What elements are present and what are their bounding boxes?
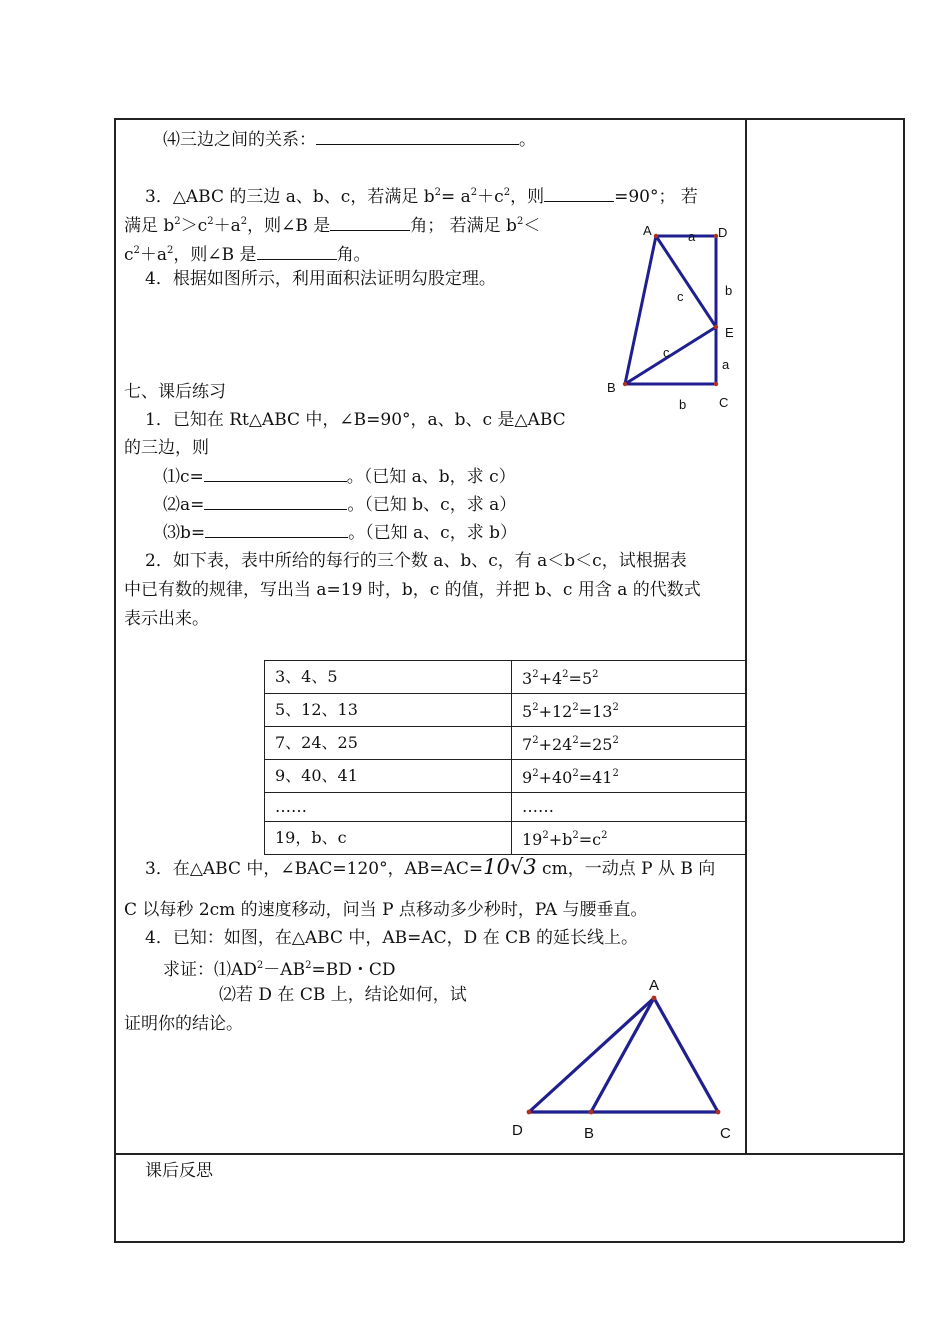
ex1-line-2: 的三边，则 bbox=[124, 438, 209, 458]
q3-text: 3．△ABC 的三边 a、b、c，若满足 b bbox=[145, 187, 435, 207]
triple-cell: 9、40、41 bbox=[265, 760, 512, 793]
answer-blank bbox=[257, 243, 337, 260]
eq-part: 19 bbox=[522, 830, 543, 849]
radical-sign: √ bbox=[509, 855, 524, 879]
ex1-sub-prefix: ⑴c= bbox=[163, 467, 204, 487]
equation-cell bbox=[512, 760, 746, 793]
edge-DA bbox=[529, 998, 654, 1112]
superscript: 2 bbox=[174, 216, 181, 227]
fig1-label-b-right: b bbox=[725, 283, 733, 298]
fig2-label-D: D bbox=[512, 1122, 523, 1139]
ex4-line-3: ⑵若 D 在 CB 上，结论如何，试 bbox=[219, 985, 467, 1005]
q3-line-3 bbox=[124, 240, 371, 266]
q3-text: ＜ bbox=[523, 216, 541, 236]
edge-BE bbox=[625, 327, 716, 384]
superscript: 2 bbox=[572, 830, 579, 841]
q3-text: 角； 若满足 b bbox=[410, 216, 517, 236]
ex4-text: 求证：⑴AD bbox=[163, 960, 257, 980]
ex2-line-1: 2．如下表，表中所给的每行的三个数 a、b、c，有 a＜b＜c，试根据表 bbox=[145, 551, 687, 571]
answer-blank bbox=[544, 185, 614, 202]
q3-text: = a bbox=[441, 187, 471, 207]
superscript: 2 bbox=[572, 702, 579, 713]
table-row bbox=[265, 793, 746, 822]
fig1-label-C: C bbox=[719, 395, 729, 410]
fig1-label-b-bottom: b bbox=[679, 397, 687, 412]
eq-part: 7 bbox=[522, 735, 533, 754]
ex1-line-1: 1．已知在 Rt△ABC 中，∠B=90°，a、b、c 是△ABC bbox=[145, 410, 566, 430]
eq-part: =41 bbox=[578, 768, 613, 787]
triple-cell: 7、24、25 bbox=[265, 727, 512, 760]
q3-text: =90°； 若 bbox=[614, 187, 698, 207]
fig1-label-A: A bbox=[643, 223, 652, 238]
fig1-label-D: D bbox=[718, 225, 728, 240]
q3-text: 角。 bbox=[336, 245, 371, 265]
ex1-sub-suffix: 。（已知 b、c，求 a） bbox=[347, 495, 517, 515]
answer-blank bbox=[205, 521, 348, 538]
superscript: 2 bbox=[532, 735, 539, 746]
superscript: 2 bbox=[592, 669, 599, 680]
table-row bbox=[265, 727, 746, 760]
ex3-line-1 bbox=[145, 856, 715, 880]
q3-text: ，则∠B 是 bbox=[173, 245, 257, 265]
equation-cell bbox=[512, 694, 746, 727]
edge-CA bbox=[654, 998, 718, 1112]
superscript: 2 bbox=[305, 960, 312, 971]
answer-blank bbox=[204, 465, 347, 482]
edge-AE bbox=[656, 236, 716, 327]
q3-text: ＋a bbox=[139, 245, 168, 265]
superscript: 2 bbox=[503, 187, 511, 198]
superscript: 2 bbox=[612, 702, 619, 713]
relation-prefix: ⑷三边之间的关系： bbox=[163, 130, 316, 150]
table-row bbox=[265, 694, 746, 727]
table-row bbox=[265, 822, 746, 855]
frame-bottom-border bbox=[114, 1241, 904, 1243]
superscript: 2 bbox=[256, 960, 264, 971]
fig1-label-B: B bbox=[607, 380, 616, 395]
ex4-line-4: 证明你的结论。 bbox=[124, 1014, 243, 1034]
ex1-sub-prefix: ⑵a= bbox=[163, 495, 205, 515]
ex1-sub-suffix: 。（已知 a、c，求 b） bbox=[348, 523, 517, 543]
superscript: 2 bbox=[532, 768, 539, 779]
eq-part: +b bbox=[548, 830, 573, 849]
edge-BA bbox=[625, 236, 656, 384]
relation-question bbox=[163, 128, 536, 151]
superscript: 2 bbox=[612, 768, 619, 779]
q3-line-2 bbox=[124, 211, 540, 237]
superscript: 2 bbox=[532, 669, 539, 680]
eq-part: +40 bbox=[538, 768, 573, 787]
answer-blank bbox=[330, 214, 410, 231]
equation-cell: …… bbox=[512, 793, 746, 822]
fig2-label-A: A bbox=[649, 977, 660, 994]
frame-right-border bbox=[903, 118, 905, 1242]
equation-cell bbox=[512, 822, 746, 855]
ex2-line-3: 表示出来。 bbox=[124, 609, 209, 629]
q3-text: ＞c bbox=[180, 216, 208, 236]
q3-line-1 bbox=[145, 182, 698, 208]
fig1-label-E: E bbox=[725, 325, 734, 340]
q3-text: ＋c bbox=[477, 187, 504, 207]
number: 10 bbox=[483, 855, 510, 879]
fig2-label-C: C bbox=[720, 1125, 731, 1142]
ex3-text: cm，一动点 P 从 B 向 bbox=[542, 859, 716, 879]
ex1-sub-suffix: 。（已知 a、b，求 c） bbox=[346, 467, 516, 487]
superscript: 2 bbox=[542, 830, 549, 841]
equation-cell bbox=[512, 661, 746, 694]
superscript: 2 bbox=[572, 735, 579, 746]
fig1-label-c-lower: c bbox=[663, 345, 670, 360]
triple-table bbox=[264, 660, 746, 855]
triple-cell: 3、4、5 bbox=[265, 661, 512, 694]
eq-part: =c bbox=[578, 830, 602, 849]
relation-blank bbox=[316, 128, 519, 145]
superscript: 2 bbox=[470, 187, 478, 198]
ex4-line-2 bbox=[163, 955, 395, 981]
q4-proof-question: 4．根据如图所示，利用面积法证明勾股定理。 bbox=[145, 269, 496, 289]
fig1-label-c-upper: c bbox=[677, 289, 684, 304]
superscript: 2 bbox=[167, 245, 174, 256]
ex1-sub-2 bbox=[163, 493, 516, 516]
frame-reflection-divider bbox=[114, 1153, 904, 1155]
eq-part: +24 bbox=[538, 735, 573, 754]
reflection-heading: 课后反思 bbox=[145, 1161, 213, 1181]
superscript: 2 bbox=[434, 187, 441, 198]
superscript: 2 bbox=[612, 735, 619, 746]
superscript: 2 bbox=[601, 830, 608, 841]
edge-BA bbox=[591, 998, 654, 1112]
pythagoras-area-figure bbox=[600, 220, 750, 420]
ex1-sub-3 bbox=[163, 521, 517, 544]
triple-cell: 19，b、c bbox=[265, 822, 512, 855]
eq-part: =5 bbox=[568, 669, 593, 688]
eq-part: +4 bbox=[538, 669, 563, 688]
triple-cell: 5、12、13 bbox=[265, 694, 512, 727]
table-row bbox=[265, 661, 746, 694]
radicand: 3 bbox=[523, 855, 537, 879]
ten-sqrt-three bbox=[483, 854, 537, 879]
frame-top-border bbox=[114, 118, 904, 120]
superscript: 2 bbox=[516, 216, 524, 227]
ex4-line-1: 4．已知：如图，在△ABC 中，AB=AC，D 在 CB 的延长线上。 bbox=[145, 928, 639, 948]
eq-part: =13 bbox=[578, 702, 613, 721]
ex4-text: －AB bbox=[263, 960, 306, 980]
superscript: 2 bbox=[207, 216, 214, 227]
fig2-label-B: B bbox=[584, 1125, 595, 1142]
answer-blank bbox=[204, 493, 347, 510]
superscript: 2 bbox=[572, 768, 579, 779]
q3-text: ，则∠B 是 bbox=[247, 216, 331, 236]
eq-part: +12 bbox=[538, 702, 573, 721]
superscript: 2 bbox=[562, 669, 569, 680]
ex1-sub-1 bbox=[163, 465, 516, 488]
q3-text: ＋a bbox=[213, 216, 241, 236]
triple-cell: …… bbox=[265, 793, 512, 822]
ex4-text: =BD・CD bbox=[311, 960, 396, 980]
q3-text: c bbox=[124, 245, 134, 265]
isosceles-triangle-figure bbox=[510, 985, 740, 1125]
section-7-title: 七、课后练习 bbox=[124, 382, 226, 402]
eq-part: 3 bbox=[522, 669, 533, 688]
fig1-label-a-top: a bbox=[688, 229, 696, 244]
ex3-text: 3．在△ABC 中，∠BAC=120°，AB=AC= bbox=[145, 859, 484, 879]
superscript: 2 bbox=[240, 216, 248, 227]
superscript: 2 bbox=[532, 702, 539, 713]
frame-left-border bbox=[114, 118, 116, 1242]
q3-text: 满足 b bbox=[124, 216, 175, 236]
table-row bbox=[265, 760, 746, 793]
fig1-label-a-right: a bbox=[722, 357, 730, 372]
eq-part: 9 bbox=[522, 768, 533, 787]
eq-part: 5 bbox=[522, 702, 533, 721]
superscript: 2 bbox=[133, 245, 140, 256]
ex1-sub-prefix: ⑶b= bbox=[163, 523, 206, 543]
q3-text: ，则 bbox=[510, 187, 545, 207]
equation-cell bbox=[512, 727, 746, 760]
relation-suffix: 。 bbox=[519, 130, 536, 150]
ex2-line-2: 中已有数的规律，写出当 a=19 时，b，c 的值，并把 b、c 用含 a 的代数式 bbox=[124, 580, 701, 600]
ex3-line-2: C 以每秒 2cm 的速度移动，问当 P 点移动多少秒时，PA 与腰垂直。 bbox=[124, 900, 648, 920]
eq-part: =25 bbox=[578, 735, 613, 754]
